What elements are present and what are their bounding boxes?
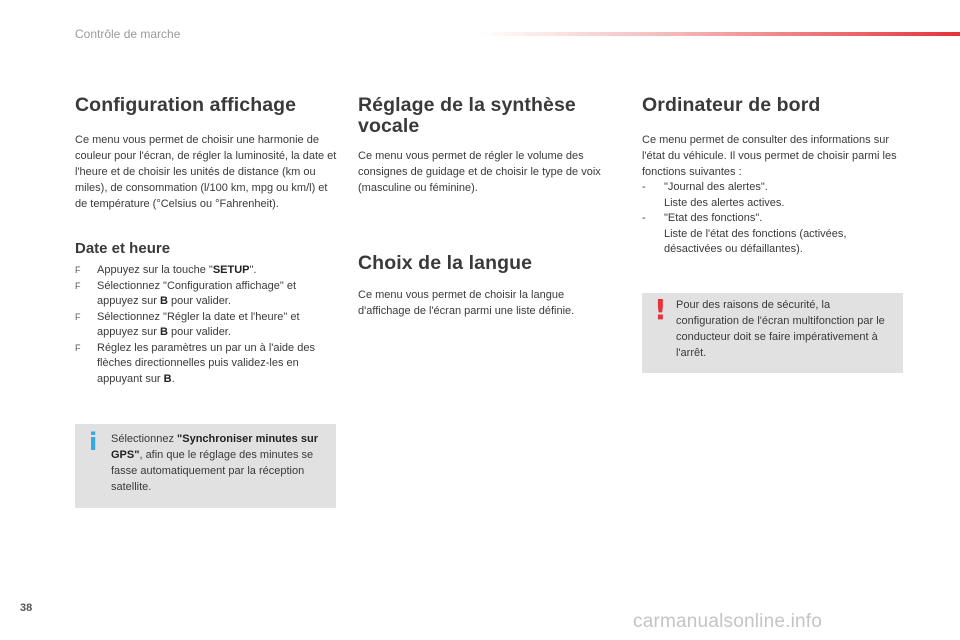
warning-text: Pour des raisons de sécurité, la configuration de l'écran multifonction par le conducteur doit se faire impérativement à l'arrêt. (676, 299, 885, 359)
step-bullet-icon: F (75, 280, 81, 291)
warning-icon: ! (654, 293, 667, 326)
heading-configuration-affichage: Configuration affichage (75, 94, 297, 116)
list-item: F Appuyez sur la touche "SETUP". (75, 263, 337, 279)
step-bullet-icon: F (75, 342, 81, 353)
info-box-gps-sync (75, 424, 336, 508)
list-item: - "Journal des alertes". Liste des alertes actives. (642, 181, 785, 209)
column-onboard-computer (642, 95, 904, 258)
info-text: Sélectionnez "Synchroniser minutes sur GPS", afin que le réglage des minutes se fasse automatiquement par la réception satellite. (111, 433, 318, 493)
warning-box-safety (642, 293, 903, 373)
heading-ordinateur-de-bord: Ordinateur de bord (642, 94, 821, 116)
heading-date-et-heure: Date et heure (75, 240, 171, 257)
section-header: Contrôle de marche (75, 27, 181, 41)
step-bullet-icon: F (75, 265, 81, 275)
list-item: F Réglez les paramètres un par un à l'aide des flèches directionnelles puis validez-les en appuyant sur B. (75, 341, 315, 385)
column-display-config (75, 95, 337, 387)
column-voice-language (358, 95, 616, 319)
header-accent-bar (480, 32, 960, 36)
paragraph-choix-langue: Ce menu vous permet de choisir la langue d'affichage de l'écran parmi une liste définie. (358, 289, 575, 317)
info-icon: i (89, 428, 98, 456)
paragraph-configuration-affichage: Ce menu vous permet de choisir une harmonie de couleur pour l'écran, de régler la luminosité, la date et l'heure et de choisir les unités de distance (km ou miles), de consommation (l/100 km, mpg ou km/l) et de température (°Celsius ou °Fahrenheit). (75, 134, 337, 210)
steps-list (75, 263, 337, 387)
paragraph-ordinateur-de-bord: Ce menu permet de consulter des informations sur l'état du véhicule. Il vous permet de choisir parmi les fonctions suivantes : (642, 134, 897, 178)
paragraph-synthese-vocale: Ce menu vous permet de régler le volume des consignes de guidage et de choisir le type de voix (masculine ou féminine). (358, 150, 601, 194)
heading-synthese-vocale: Réglage de la synthèse vocale (358, 94, 576, 137)
list-item: F Sélectionnez "Régler la date et l'heure" et appuyez sur B pour valider. (75, 310, 300, 338)
page-number: 38 (20, 602, 33, 614)
list-item: F Sélectionnez "Configuration affichage" et appuyez sur B pour valider. (75, 279, 297, 307)
heading-choix-langue: Choix de la langue (358, 252, 533, 274)
watermark-logo: carmanualsonline.info (633, 611, 823, 632)
functions-list (642, 180, 904, 258)
step-bullet-icon: F (75, 311, 81, 322)
list-item: - "Etat des fonctions". Liste de l'état des fonctions (activées, désactivées ou défaillantes). (642, 212, 847, 255)
